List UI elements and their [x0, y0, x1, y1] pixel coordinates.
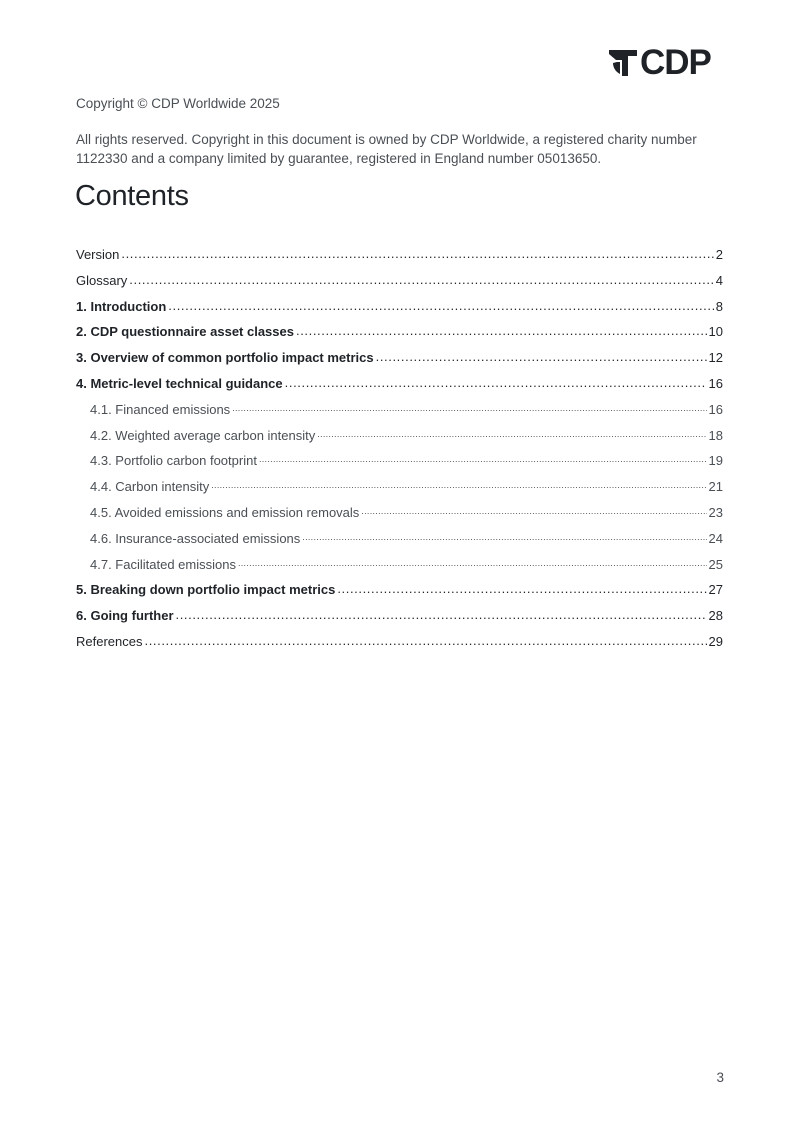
cdp-leaf-logo-icon — [607, 47, 639, 79]
toc-dot-leader — [144, 633, 706, 646]
toc-dot-leader — [168, 298, 713, 311]
toc-entry-label[interactable]: 4.1. Financed emissions — [90, 401, 231, 417]
toc-entry[interactable] — [76, 375, 723, 401]
toc-subentry[interactable] — [76, 452, 723, 478]
toc-subentry[interactable] — [76, 530, 723, 556]
toc-entry-page[interactable]: 28 — [708, 608, 723, 624]
cdp-logo-text: CDP — [640, 43, 711, 82]
toc-dot-leader — [317, 427, 706, 440]
toc-entry[interactable] — [76, 272, 723, 298]
toc-entry-label[interactable]: 6. Going further — [76, 608, 174, 624]
toc-entry-label[interactable]: 4.4. Carbon intensity — [90, 479, 210, 495]
toc-entry[interactable] — [76, 246, 723, 272]
toc-entry-label[interactable]: 1. Introduction — [76, 298, 167, 314]
toc-entry-page[interactable]: 19 — [708, 453, 723, 469]
toc-dot-leader — [376, 349, 707, 362]
toc-entry-label[interactable]: 4.3. Portfolio carbon footprint — [90, 453, 257, 469]
toc-entry-label[interactable]: Glossary — [76, 272, 128, 288]
toc-entry-page[interactable]: 4 — [715, 272, 723, 288]
toc-subentry[interactable] — [76, 401, 723, 427]
toc-dot-leader — [232, 401, 706, 414]
toc-entry[interactable] — [76, 607, 723, 633]
toc-entry-label[interactable]: 4.2. Weighted average carbon intensity — [90, 427, 316, 443]
toc-dot-leader — [302, 530, 706, 543]
toc-entry-label[interactable]: References — [76, 633, 143, 649]
toc-entry[interactable] — [76, 323, 723, 349]
toc-dot-leader — [176, 607, 707, 620]
toc-entry-page[interactable]: 16 — [708, 401, 723, 417]
toc-entry-label[interactable]: 4. Metric-level technical guidance — [76, 375, 283, 391]
contents-heading: Contents — [75, 180, 189, 212]
toc-entry-label[interactable]: 4.5. Avoided emissions and emission removals — [90, 504, 360, 520]
toc-dot-leader — [121, 246, 713, 259]
toc-entry-label[interactable]: 4.6. Insurance-associated emissions — [90, 530, 301, 546]
toc-entry-label[interactable]: 3. Overview of common portfolio impact metrics — [76, 350, 374, 366]
toc-entry[interactable] — [76, 581, 723, 607]
cdp-logo — [607, 43, 725, 82]
toc-dot-leader — [259, 452, 707, 465]
toc-dot-leader — [361, 504, 706, 517]
toc-subentry[interactable] — [76, 427, 723, 453]
toc-dot-leader — [211, 478, 706, 491]
toc-entry-page[interactable]: 2 — [715, 247, 723, 262]
toc-entry-page[interactable]: 8 — [715, 298, 723, 314]
toc-entry-label[interactable]: 5. Breaking down portfolio impact metrics — [76, 582, 336, 598]
toc-entry-page[interactable]: 16 — [708, 375, 723, 391]
copyright-notice: Copyright © CDP Worldwide 2025 — [76, 96, 280, 111]
toc-entry-page[interactable]: 18 — [708, 427, 723, 443]
toc-entry-label[interactable]: Version — [76, 247, 120, 262]
toc-entry-label[interactable]: 4.7. Facilitated emissions — [90, 556, 236, 572]
toc-entry-page[interactable]: 27 — [708, 582, 723, 598]
toc-entry-page[interactable]: 10 — [708, 324, 723, 340]
toc-entry-page[interactable]: 21 — [708, 479, 723, 495]
toc-subentry[interactable] — [76, 504, 723, 530]
toc-entry-page[interactable]: 24 — [708, 530, 723, 546]
toc-dot-leader — [129, 272, 713, 285]
toc-dot-leader — [337, 581, 706, 594]
toc-subentry[interactable] — [76, 556, 723, 582]
toc-entry-page[interactable]: 12 — [708, 350, 723, 366]
toc-subentry[interactable] — [76, 478, 723, 504]
toc-entry-page[interactable]: 29 — [708, 633, 723, 649]
toc-dot-leader — [285, 375, 707, 388]
toc-dot-leader — [238, 556, 707, 569]
toc-entry-page[interactable]: 25 — [708, 556, 723, 572]
toc-entry-page[interactable]: 23 — [708, 504, 723, 520]
page-number: 3 — [716, 1070, 724, 1085]
rights-statement: All rights reserved. Copyright in this document is owned by CDP Worldwide, a registered charity number 1122330 and a company limited by guarantee, registered in England number 05013650. — [76, 132, 697, 166]
table-of-contents — [76, 246, 723, 659]
toc-entry[interactable] — [76, 349, 723, 375]
toc-entry[interactable] — [76, 298, 723, 324]
toc-entry[interactable] — [76, 633, 723, 659]
toc-entry-label[interactable]: 2. CDP questionnaire asset classes — [76, 324, 294, 340]
toc-dot-leader — [296, 323, 707, 336]
